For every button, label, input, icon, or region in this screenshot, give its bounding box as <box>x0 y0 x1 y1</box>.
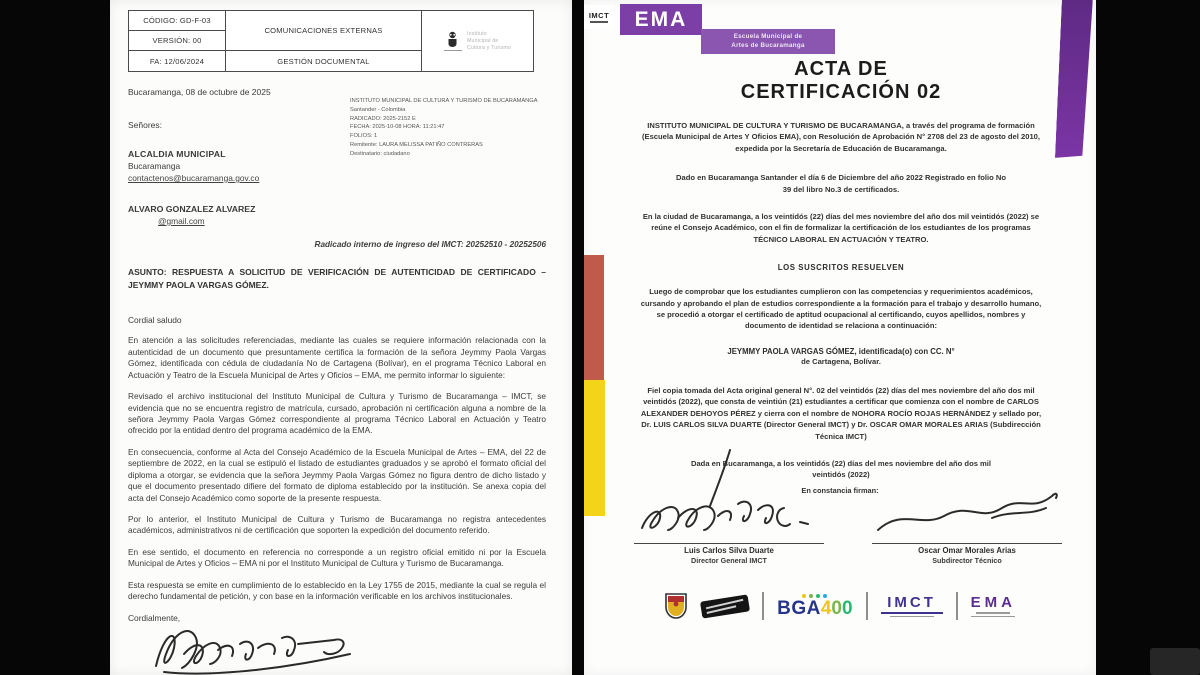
red-accent-bar <box>584 255 604 380</box>
ema-footer-tagline-bar <box>971 616 1015 618</box>
table-cell-comunicaciones: COMUNICACIONES EXTERNAS <box>226 11 422 51</box>
stamp-line: Santander - Colombia <box>350 106 406 113</box>
purple-ribbon <box>1055 0 1093 159</box>
recipient-city: Bucaramanga <box>128 161 181 171</box>
constancia-line: En constancia firman: <box>801 486 879 495</box>
certificate-paragraph: Luego de comprobar que los estudiantes cumplieron con las competencias y requerimientos académicos, cursando y aprobando el plan de estudios correspondiente a la formación para el trabajo y desarrollo humano, se procedió a otorgar el certificado de aptitud ocupacional al certificando, cuyos apellidos, nombres y documento de identidad se relaciona a continuación: <box>640 287 1042 331</box>
footer-divider <box>866 592 868 620</box>
certificate-paragraph: Dada en Bucaramanga, a los veintidós (22) días del mes noviembre del año dos mil veintidós (2022) <box>690 459 992 480</box>
letter-paragraph: Esta respuesta se emite en cumplimiento de lo establecido en la Ley 1755 de 2015, mediante la cual se regula el derecho fundamental de petición, y con base en la información verificable en los archivos institucionales. <box>128 579 546 602</box>
subdirector-title: Subdirector Técnico <box>932 555 1002 565</box>
greeting: Cordial saludo <box>128 315 182 326</box>
certificate-body <box>636 58 1046 481</box>
recipient-name: ALCALDIA MUNICIPAL <box>128 149 226 159</box>
director-signature-icon <box>634 446 824 542</box>
imct-badge-bar <box>590 21 608 22</box>
footer-divider <box>956 592 958 620</box>
footer-divider <box>762 592 764 620</box>
ema-logo-text: EMA <box>634 7 688 31</box>
table-cell-fecha: FA: 12/06/2024 <box>129 51 226 71</box>
table-cell-gestion: GESTIÓN DOCUMENTAL <box>226 51 422 71</box>
imct-footer-text: IMCT <box>887 593 936 611</box>
salutation: Señores: <box>128 120 163 130</box>
footer-logo-strip <box>584 592 1096 620</box>
ema-footer-tagline-bar <box>976 612 1010 614</box>
ema-footer-logo <box>971 595 1016 617</box>
certificate-title-line1: ACTA DE <box>794 58 888 80</box>
stamp-line: FECHA: 2025-10-08 HORA: 11:21:47 <box>350 124 445 131</box>
certificate-paragraph: Fiel copia tomada del Acta original general N°. 02 del veintidós (22) días del mes noviembre del año dos mil veintidós (2022), que consta de veintiún (21) estudiantes a certificar que comienza con el nombre de CARLOS ALEXANDER DEHOYOS PÉREZ y cierra con el nombre de NOHORA ROCÍO ROJAS HERNÁNDEZ y sellado por, Dr. LUIS CARLOS SILVA DUARTE (Director General IMCT) y Dr. OSCAR OMAR MORALES ARIAS (Subdirección Técnica IMCT) <box>640 386 1042 441</box>
requester-name: ALVARO GONZALEZ ALVAREZ <box>128 204 256 214</box>
stamp-line: RADICADO: 2025-2152 E <box>350 115 416 122</box>
requester-email: @gmail.com <box>158 216 205 226</box>
letter-paragraph: En atención a las solicitudes referenciadas, mediante las cuales se requiere información relacionada con la autenticidad de un documento que presuntamente certifica la formación de la señora Jeymmy Paola Vargas Gómez, identificada con cédula de ciudadanía No de Cartagena (Bolívar), en el programa Técnico Laboral en Actuación y Teatro de la Escuela Municipal de Artes y Oficios – EMA, me permito informar lo siguiente: <box>128 335 546 380</box>
stamp-line: Destinatario: ciudadano <box>350 150 410 157</box>
signature-subdirector <box>872 478 1062 565</box>
imct-footer-rule <box>881 612 943 614</box>
table-cell-version: VERSIÓN: 00 <box>129 31 226 51</box>
student-name-line: JEYMMY PAOLA VARGAS GÓMEZ, identificada(o) con CC. N° <box>727 346 955 356</box>
ema-footer-text: EMA <box>970 593 1016 611</box>
imct-badge-text: IMCT <box>588 11 610 21</box>
ema-subtitle-line: Escuela Municipal de <box>733 33 803 41</box>
radicado-interno: Radicado interno de ingreso del IMCT: 20252510 - 20252506 <box>314 240 546 249</box>
logo-text-line: Cultura y Turismo <box>466 45 512 52</box>
signature-director <box>634 446 824 565</box>
bga-text: BGA <box>777 598 821 619</box>
letter-content <box>110 0 572 623</box>
stamp-line: FOLIOS: 1 <box>350 133 378 140</box>
subject-line: ASUNTO: RESPUESTA A SOLICITUD DE VERIFICACIÓN DE AUTENTICIDAD DE CERTIFICADO – JEYMMY PAOLA VARGAS GÓMEZ. <box>128 267 546 291</box>
ema-subtitle-line: Artes de Bucaramanga <box>731 41 805 49</box>
ema-subtitle-box <box>701 29 835 54</box>
student-city-line: de Cartagena, Bolívar. <box>801 356 881 366</box>
recipient-email: contactenos@bucaramanga.gov.co <box>128 173 260 183</box>
logo-caption-bar <box>444 50 462 52</box>
certificate-paragraph: INSTITUTO MUNICIPAL DE CULTURA Y TURISMO DE BUCARAMANGA, a través del programa de formación (Escuela Municipal de Artes Y Oficios EMA), con Resolución de Aprobación N° 2708 del 23 de agosto del 2010, expedida por la Secretaría de Educación de Bucaramanga. <box>641 121 1041 153</box>
subdirector-signature-icon <box>872 478 1062 542</box>
ema-logo <box>620 4 702 35</box>
certificate-title <box>636 58 1046 104</box>
certificate-page <box>584 0 1096 675</box>
logo-text-line: Municipal de <box>466 37 499 44</box>
corner-watermark <box>1150 648 1200 675</box>
certificate-paragraph: En la ciudad de Bucaramanga, a los veintidós (22) días del mes noviembre del año dos mil veintidós (2022) se reúne el Consejo Académico, con el fin de formalizar la certificación de los estudiantes de los programas TÉCNICO LABORAL EN ACTUACIÓN Y TEATRO. <box>642 211 1040 244</box>
imct-footer-tagline-bar <box>890 616 934 618</box>
director-title: Director General IMCT <box>691 555 767 565</box>
bga-digit: 4 <box>820 598 832 619</box>
letter-date: Bucaramanga, 08 de octubre de 2025 <box>128 87 271 97</box>
logo-text <box>467 31 511 52</box>
stamp-line: INSTITUTO MUNICIPAL DE CULTURA Y TURISMO DE BUCARAMANGA <box>350 98 538 104</box>
subdirector-name: Oscar Omar Morales Arias <box>872 543 1062 556</box>
imct-footer-logo <box>881 595 943 617</box>
director-name: Luis Carlos Silva Duarte <box>634 543 824 556</box>
table-cell-codigo: CÓDIGO: GD-F-03 <box>129 11 226 31</box>
letter-paragraph: En consecuencia, conforme al Acta del Consejo Académico de la Escuela Municipal de Artes – EMA, del 22 de septiembre de 2022, en la cual se estipuló el listado de estudiantes graduados y se aprobó el formato oficial del diploma a otorgar, se evidencia que la señora Jeymmy Paola Vargas Gómez no figura dentro de dicho listado y que el documento presentado difiere del formato de diploma establecido por la institución. Se anexa copia del acta del Consejo Académico como soporte de la presente respuesta. <box>128 446 546 503</box>
letterhead-logo-cell <box>422 11 533 71</box>
certificate-title-line2: CERTIFICACIÓN 02 <box>740 81 942 103</box>
stamp-line: Remitente: LAURA MELISSA PATIÑO CONTRERAS <box>350 142 483 149</box>
radicado-stamp <box>350 97 560 159</box>
yellow-accent-bar <box>584 380 605 516</box>
imct-badge-logo <box>584 5 614 29</box>
bga-digit: 0 <box>841 598 853 619</box>
letter-paragraph: Revisado el archivo institucional del Instituto Municipal de Cultura y Turismo de Bucaramanga – IMCT, se evidencia que no se encuentra registro de matrícula, cursado, aprobación ni certificación alguna a nombre de la señora Jeymmy Paola Vargas Gómez correspondiente al programa Técnico Laboral en Actuación y Teatro ofrecido por la entidad dentro del programa académico de la EMA. <box>128 391 546 436</box>
closing: Cordialmente, <box>128 612 181 623</box>
letter-paragraph: En ese sentido, el documento en referencia no corresponde a un registro oficial emitido ni por la Escuela Municipal de Artes y Oficios – EMA ni por el Instituto Municipal de Cultura y Turismo de Bucaramanga. <box>128 546 546 569</box>
bucaramanga-crest-icon <box>664 592 688 620</box>
anniversary-badge-icon <box>700 594 750 618</box>
bga400-logo <box>777 594 852 618</box>
bga-digit: 0 <box>831 598 842 619</box>
logo-text-line: Instituto <box>466 30 487 37</box>
letterhead-table <box>128 10 534 72</box>
handwritten-signature <box>138 620 368 675</box>
imct-logo-icon <box>444 31 462 52</box>
certificate-paragraph: Dado en Bucaramanga Santander el día 6 de Diciembre del año 2022 Registrado en folio No 39 del libro No.3 de certificados. <box>676 173 1006 194</box>
resolve-heading: LOS SUSCRITOS RESUELVEN <box>777 263 905 273</box>
letter-page <box>110 0 572 675</box>
letter-paragraph: Por lo anterior, el Instituto Municipal de Cultura y Turismo de Bucaramanga no registra antecedentes académicos, administrativos ni de certificación que soporten la expedición del documento referido. <box>128 514 546 536</box>
